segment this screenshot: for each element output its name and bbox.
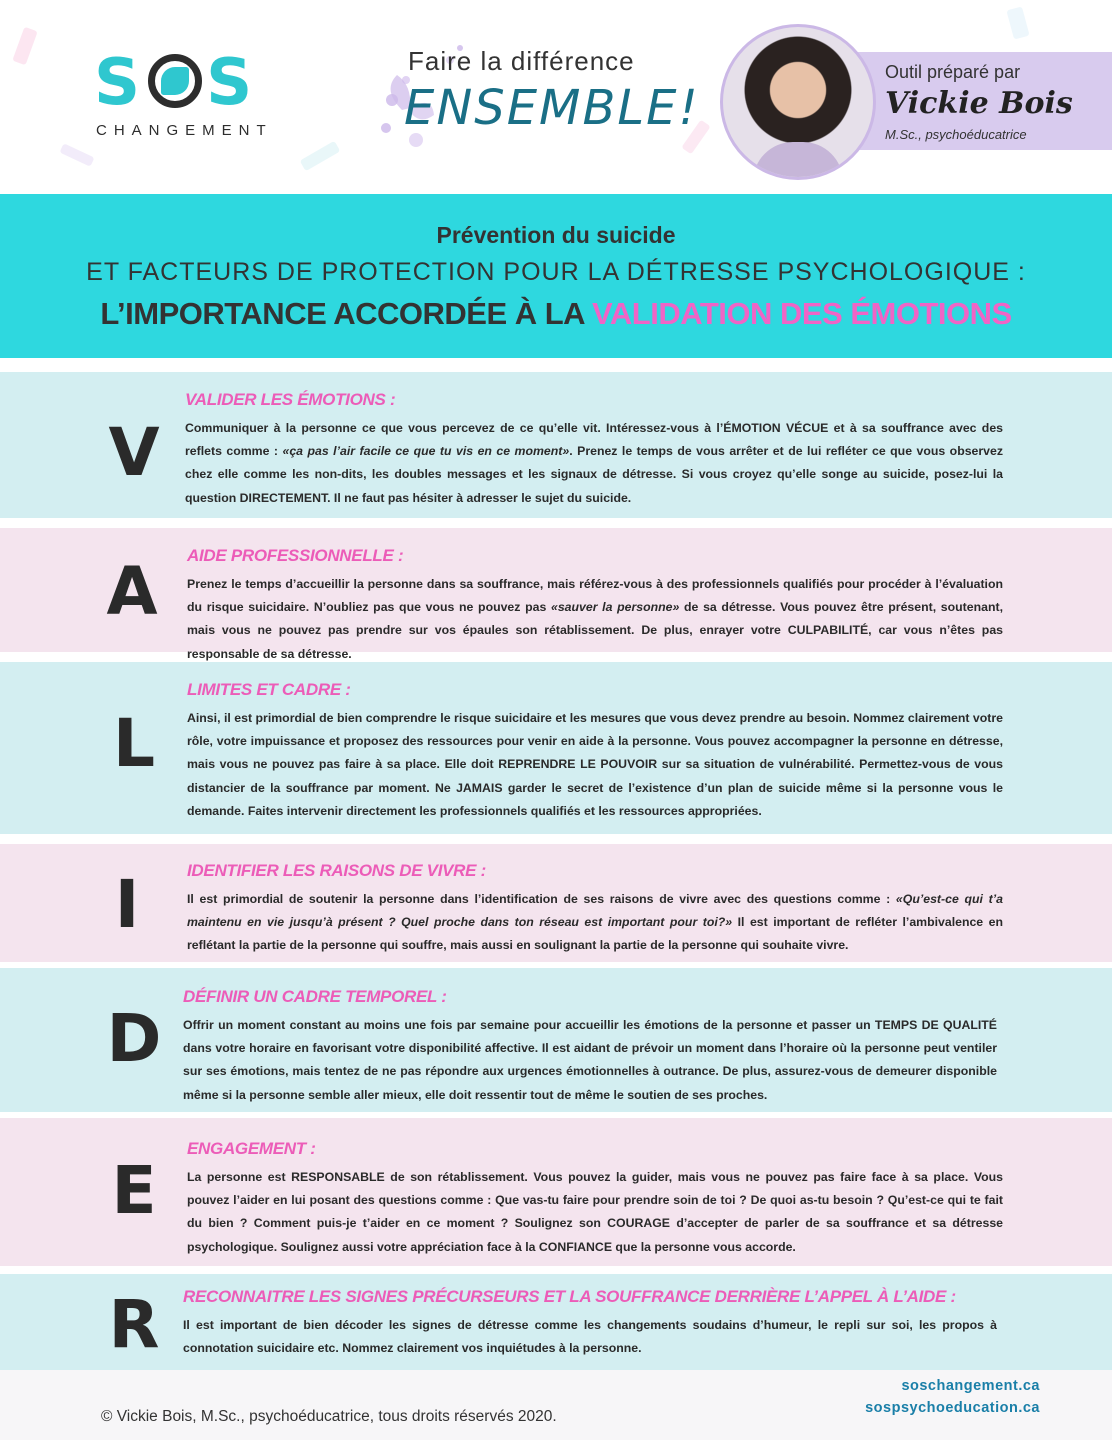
banner-line-3 [0,296,1112,332]
section-title: IDENTIFIER LES RAISONS DE VIVRE : [187,861,486,880]
website-link-1[interactable]: soschangement.ca [901,1378,1040,1394]
section-text-quote: «sauver la personne» [551,600,680,615]
section-text [187,888,1003,958]
section-text [185,417,1003,510]
section-text-quote: «ça pas l’air facile ce que tu vis en ce moment» [282,444,570,459]
banner-line-2: ET FACTEURS DE PROTECTION POUR LA DÉTRESSE PSYCHOLOGIQUE : [86,258,1026,286]
banner-line-1: Prévention du suicide [436,222,676,248]
section-text [187,707,1003,823]
section-letter: V [108,414,160,491]
logo-subtitle: CHANGEMENT [96,122,273,139]
title-banner [0,194,1112,358]
footer [0,1370,1112,1440]
section-text-part: Il est important de refléter l’ambivalence en reflétant la partie de la personne qui souffre, mais aussi en soulignant la partie de la personne qui souhaite vivre. [187,915,1003,953]
author-photo-shirt [753,142,843,180]
author-photo [720,24,876,180]
section-text-part: Offrir un moment constant au moins une fois par semaine pour accueillir les émotions de la personne et passer un TEMPS DE QUALITÉ dans votre horaire en favorisant votre disponibilité affective. Il est aidant de prévoir un moment dans l’horaire où la personne peut ventiler sur ses émotions, mais tentez de ne pas répondre aux urgences émotionnelles à outrance. De plus, assurez-vous de demeurer disponible même si la personne semble aller mieux, elle doit ressentir tout de même le soutien de ses proches. [183,1018,997,1102]
section-title: DÉFINIR UN CADRE TEMPOREL : [183,987,447,1006]
sos-logo [94,48,274,143]
section-title: ENGAGEMENT : [187,1139,316,1158]
section-letter: D [106,1000,162,1077]
section-title: RECONNAITRE LES SIGNES PRÉCURSEURS ET LA SOUFFRANCE DERRIÈRE L’APPEL À L’AIDE : [183,1287,956,1306]
section-text-part: Il est primordial de soutenir la personne dans l’identification de ses raisons de vivre avec des questions comme : [187,892,896,906]
logo-wordmark: S S [94,46,257,120]
section-letter: R [108,1286,160,1363]
section-letter: A [106,553,158,630]
tagline [372,40,700,160]
section-text-part: Il est important de bien décoder les signes de détresse comme les changements soudains d’humeur, le repli sur soi, les propos à connotation suicidaire etc. Nommez clairement vos inquiétudes à la personne. [183,1318,997,1356]
header [0,0,1112,192]
website-link-2[interactable]: sospsychoeducation.ca [865,1400,1040,1416]
section-letter: E [111,1152,157,1229]
section-letter: I [114,866,140,943]
section-text-part: de sa détresse. Vous pouvez être présent, soutenant, mais vous ne pouvez pas prendre sur vos épaules son rétablissement. De plus, enrayer votre CULPABILITÉ, car vous n’êtes pas responsable de sa détresse. [187,600,1003,661]
copyright: © Vickie Bois, M.Sc., psychoéducatrice, tous droits réservés 2020. [101,1408,557,1425]
author-name: Vickie Bois [885,86,1073,121]
banner-line-3-prefix: L’IMPORTANCE ACCORDÉE À LA [100,296,593,331]
section-title: AIDE PROFESSIONNELLE : [187,546,404,565]
tagline-top: Faire la différence [408,46,635,76]
section-title: VALIDER LES ÉMOTIONS : [185,390,396,409]
tagline-main: ENSEMBLE! [404,80,700,136]
section-title: LIMITES ET CADRE : [187,680,351,699]
section-letter: L [112,705,156,782]
section-text-quote: «Qu’est-ce qui t’a maintenu en vie jusqu’à présent ? Quel proche dans ton réseau est important pour toi?» [187,892,1003,930]
butterfly-icon [148,54,202,108]
banner-line-3-highlight: VALIDATION DES ÉMOTIONS [592,296,1012,331]
section-text-part: . Prenez le temps de vous arrêter et de lui refléter ce que vous observez chez elle comme les non-dits, les doubles messages et les signaux de détresse. Si vous croyez qu’elle songe au suicide, posez-lui la question DIRECTEMENT. Il ne faut pas hésiter à adresser le sujet du suicide. [185,444,1003,505]
author-intro: Outil préparé par [885,62,1021,82]
section-text [183,1314,997,1360]
author-credentials: M.Sc., psychoéducatrice [885,127,1027,142]
section-text [187,1166,1003,1259]
section-text-part: Ainsi, il est primordial de bien comprendre le risque suicidaire et les mesures que vous devez prendre au besoin. Nommez clairement votre rôle, votre impuissance et proposez des ressources pour venir en aide à la personne. Vous pouvez accompagner la personne en détresse, mais vous ne pouvez pas faire à sa place. Elle doit REPRENDRE LE POUVOIR sur sa situation de vulnérabilité. Permettez-vous de vous distancier de la souffrance par moment. Ne JAMAIS garder le secret de l’existence d’un plan de suicide même si la personne vous le demande. Faites intervenir directement les professionnels qualifiés et les ressources appropriées. [187,711,1003,818]
section-text-part: Prenez le temps d’accueillir la personne dans sa souffrance, mais référez-vous à des professionnels qualifiés pour procéder à l’évaluation du risque suicidaire. N’oubliez pas que vous ne pouvez pas [187,577,1003,615]
section-text [183,1014,997,1107]
section-text [187,573,1003,666]
section-text-part: La personne est RESPONSABLE de son rétablissement. Vous pouvez la guider, mais vous ne pouvez pas faire face à sa place. Vous pouvez l’aider en lui posant des questions comme : Que vas-tu faire pour prendre soin de toi ? De quoi as-tu besoin ? Qu’est-ce qui te fait du bien ? Comment puis-je t’aider en ce moment ? Soulignez son COURAGE d’accepter de parler de sa souffrance et sa détresse psychologique. Soulignez aussi votre appréciation face à la CONFIANCE que la personne vous accorde. [187,1170,1003,1254]
section-text-part: Communiquer à la personne ce que vous percevez de ce qu’elle vit. Intéressez-vous à l’ÉMOTION VÉCUE et à sa souffrance avec des reflets comme : [185,421,1003,459]
